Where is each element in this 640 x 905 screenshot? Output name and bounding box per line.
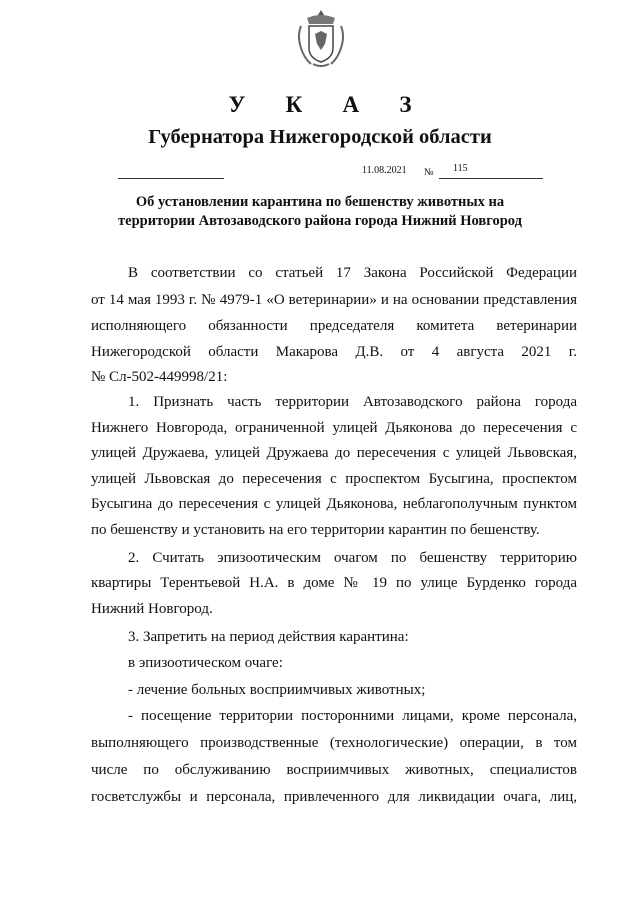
body-line: Бусыгина до пересечения с улицей Дьяконова, неблагополучным пунктом [91,496,577,512]
signature-blank-line [118,178,224,179]
body-line: - лечение больных восприимчивых животных; [128,682,426,698]
subject-line: Об установлении карантина по бешенству животных на [135,194,505,210]
number-blank-line [439,178,543,179]
body-line: - посещение территории посторонними лицами, кроме персонала, [128,708,577,724]
body-line: по бешенству и установить на его территории карантин по бешенству. [91,522,540,538]
body-line: 1. Признать часть территории Автозаводского района города [128,394,577,410]
coat-of-arms-emblem [295,8,347,70]
document-number: 115 [453,163,468,174]
body-line: Нижнего Новгорода, ограниченной улицей Дьяконова до пересечения с [91,420,577,436]
body-line: квартиры Терентьевой Н.А. в доме № 19 по улице Бурденко города [91,575,577,591]
body-line: 2. Считать эпизоотическим очагом по бешенству территорию [128,550,577,566]
number-label: № [424,167,434,178]
body-line: в эпизоотическом очаге: [128,655,283,671]
body-line: числе по обслуживанию восприимчивых животных, специалистов [91,762,577,778]
body-line: улицей Дружаева, улицей Дружаева до пересечения с улицей Львовская, [91,445,577,461]
document-type-title: У К А З [228,92,429,117]
body-line: выполняющего производственные (технологические) операции, в том [91,735,577,751]
document-subject [80,193,560,231]
body-line: улицей Львовская до пересечения с проспектом Бусыгина, проспектом [91,471,577,487]
document-date: 11.08.2021 [362,165,407,176]
body-line: Нижний Новгород. [91,601,213,617]
body-line: исполняющего обязанности председателя комитета ветеринарии [91,318,577,334]
body-line: от 14 мая 1993 г. № 4979-1 «О ветеринарии» и на основании представления [91,292,577,308]
body-line: госветслужбы и персонала, привлеченного для ликвидации очага, лиц, [91,789,577,805]
body-line: Нижегородской области Макарова Д.В. от 4 августа 2021 г. [91,344,577,360]
issuer-title: Губернатора Нижегородской области [148,126,492,148]
body-line: № Сл-502-449998/21: [91,369,228,385]
body-line: 3. Запретить на период действия карантина: [128,629,409,645]
body-line: В соответствии со статьей 17 Закона Российской Федерации [128,265,577,281]
subject-line: территории Автозаводского района города Нижний Новгород [118,213,522,229]
